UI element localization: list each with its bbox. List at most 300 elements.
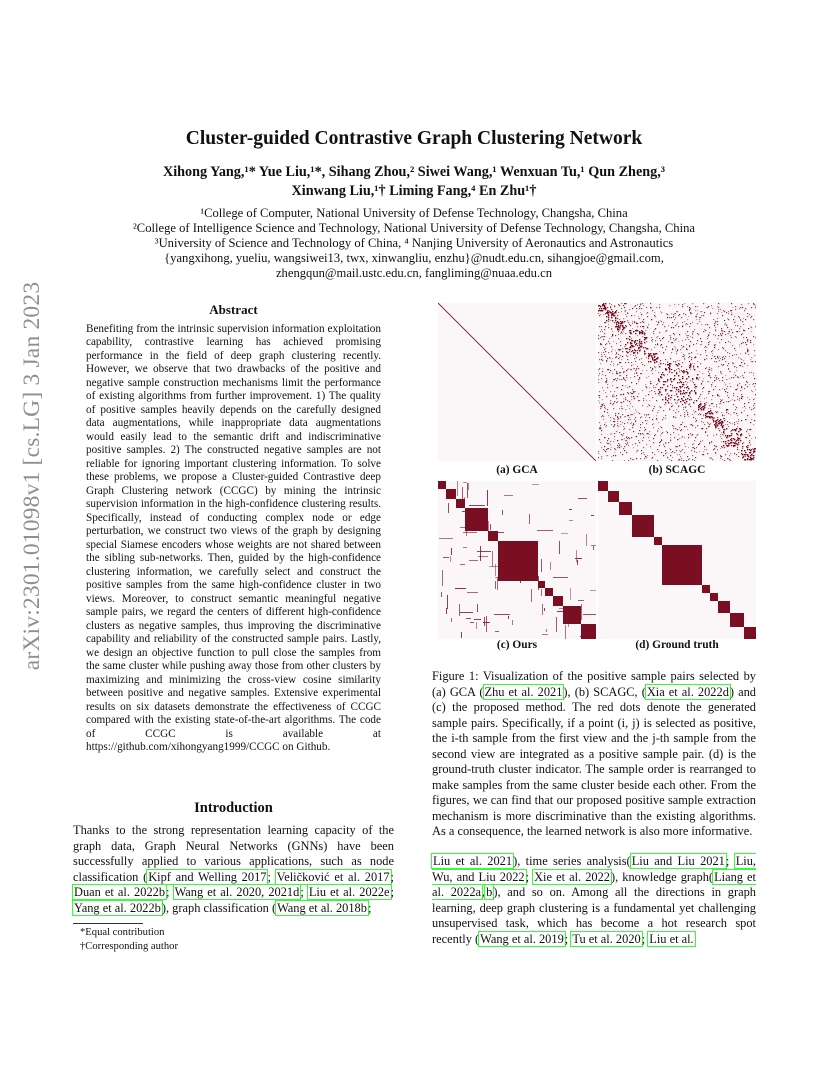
sample-pair-dot: [598, 338, 599, 339]
sample-pair-dot: [676, 338, 677, 339]
sample-pair-dot: [665, 450, 666, 451]
sample-pair-dot: [640, 304, 641, 305]
sample-pair-dot: [614, 452, 615, 453]
citation-link[interactable]: Xia et al. 2022d: [646, 684, 729, 699]
sample-pair-dot: [639, 342, 640, 343]
sample-pair-dot: [705, 324, 706, 325]
ground-truth-block: [744, 627, 756, 639]
sample-pair-stripe: [463, 547, 467, 548]
sample-pair-dot: [638, 393, 639, 394]
sample-pair-dot: [603, 419, 604, 420]
sample-pair-dot: [675, 317, 676, 318]
sample-pair-dot: [755, 337, 756, 338]
sample-pair-dot: [654, 359, 655, 360]
citation-link[interactable]: Wang et al. 2020, 2021d: [174, 885, 300, 899]
sample-pair-dot: [733, 395, 734, 396]
sample-pair-dot: [632, 389, 633, 390]
sample-pair-dot: [713, 319, 714, 320]
sample-pair-dot: [623, 372, 624, 373]
sample-pair-dot: [726, 428, 727, 429]
sample-pair-dot: [670, 399, 671, 400]
sample-pair-dot: [709, 443, 710, 444]
sample-pair-dot: [734, 366, 735, 367]
sample-pair-dot: [710, 313, 711, 314]
sample-pair-dot: [754, 403, 755, 404]
sample-pair-dot: [663, 374, 664, 375]
citation-link[interactable]: Liu et al. 2021: [433, 854, 513, 868]
sample-pair-dot: [652, 419, 653, 420]
sample-pair-dot: [699, 377, 700, 378]
sample-pair-dot: [680, 401, 681, 402]
sample-pair-dot: [678, 391, 679, 392]
sample-pair-stripe: [495, 577, 510, 578]
sample-pair-dot: [599, 402, 600, 403]
citation-link[interactable]: Kipf and Welling 2017: [148, 869, 267, 884]
sample-pair-dot: [751, 331, 752, 332]
sample-pair-dot: [640, 427, 641, 428]
sample-pair-dot: [716, 379, 717, 380]
citation-link[interactable]: Duan et al. 2022b: [74, 885, 166, 899]
sample-pair-dot: [604, 329, 605, 330]
sample-pair-dot: [659, 391, 660, 392]
sample-pair-stripe: [508, 616, 509, 619]
sample-pair-dot: [678, 375, 679, 376]
sample-pair-stripe: [448, 503, 449, 513]
sample-pair-dot: [621, 402, 622, 403]
sample-pair-dot: [606, 316, 607, 317]
sample-pair-dot: [684, 402, 685, 403]
sample-pair-dot: [709, 367, 710, 368]
sample-pair-dot: [727, 392, 728, 393]
sample-pair-dot: [631, 399, 632, 400]
sample-pair-dot: [723, 445, 724, 446]
sample-pair-stripe: [522, 580, 532, 581]
sample-pair-dot: [730, 453, 731, 454]
sample-pair-dot: [730, 335, 731, 336]
sample-pair-dot: [645, 456, 646, 457]
citation-link[interactable]: Yang et al. 2022b: [74, 900, 161, 915]
sample-pair-dot: [715, 335, 716, 336]
sample-pair-dot: [740, 353, 741, 354]
sample-pair-dot: [714, 356, 715, 357]
sample-pair-dot: [697, 333, 698, 334]
sample-pair-dot: [722, 330, 723, 331]
citation-link[interactable]: Zhu et al. 2021: [484, 684, 563, 699]
sample-pair-dot: [658, 372, 659, 373]
sample-pair-dot: [648, 414, 649, 415]
sample-pair-dot: [685, 407, 686, 408]
sample-pair-dot: [640, 312, 641, 313]
sample-pair-dot: [692, 447, 693, 448]
sample-pair-dot: [740, 326, 741, 327]
sample-pair-dot: [707, 422, 708, 423]
sample-pair-dot: [693, 365, 694, 366]
sample-pair-dot: [682, 376, 683, 377]
sample-pair-dot: [633, 447, 634, 448]
citation-link[interactable]: Veličković et al. 2017: [276, 869, 390, 884]
sample-pair-stripe: [541, 559, 542, 572]
sample-pair-dot: [604, 407, 605, 408]
sample-pair-dot: [624, 438, 625, 439]
sample-pair-dot: [661, 344, 662, 345]
sample-pair-dot: [742, 446, 743, 447]
sample-pair-dot: [614, 421, 615, 422]
sample-pair-stripe: [470, 622, 474, 623]
sample-pair-dot: [694, 440, 695, 441]
sample-pair-dot: [632, 321, 633, 322]
sample-pair-stripe: [569, 509, 572, 510]
sample-pair-dot: [701, 409, 702, 410]
citation-link[interactable]: Liu and Liu 2021: [631, 854, 725, 868]
sample-pair-dot: [698, 407, 699, 408]
sample-pair-dot: [601, 354, 602, 355]
sample-pair-dot: [662, 432, 663, 433]
sample-pair-dot: [700, 363, 701, 364]
sample-pair-dot: [688, 335, 689, 336]
sample-pair-dot: [699, 317, 700, 318]
sample-pair-dot: [636, 323, 637, 324]
sample-pair-dot: [640, 433, 641, 434]
sample-pair-dot: [657, 336, 658, 337]
sample-pair-dot: [659, 445, 660, 446]
sample-pair-dot: [602, 387, 603, 388]
sample-pair-stripe: [586, 534, 587, 546]
sample-pair-dot: [695, 386, 696, 387]
sample-pair-dot: [693, 417, 694, 418]
sample-pair-dot: [693, 402, 694, 403]
sample-pair-stripe: [502, 510, 503, 515]
sample-pair-dot: [700, 354, 701, 355]
sample-pair-dot: [707, 324, 708, 325]
sample-pair-dot: [711, 457, 712, 458]
sample-pair-dot: [639, 359, 640, 360]
sample-pair-dot: [754, 378, 755, 379]
sample-pair-dot: [728, 369, 729, 370]
sample-pair-dot: [701, 344, 702, 345]
sample-pair-dot: [712, 382, 713, 383]
sample-pair-dot: [631, 396, 632, 397]
sample-pair-dot: [651, 458, 652, 459]
sample-pair-dot: [617, 328, 618, 329]
sample-pair-dot: [643, 400, 644, 401]
sample-pair-dot: [624, 450, 625, 451]
sample-pair-dot: [706, 428, 707, 429]
sample-pair-dot: [655, 370, 656, 371]
sample-pair-dot: [721, 446, 722, 447]
sample-pair-stripe: [490, 524, 491, 530]
sample-pair-dot: [753, 303, 754, 304]
sample-pair-stripe: [561, 533, 568, 534]
sample-pair-dot: [658, 389, 659, 390]
sample-pair-dot: [705, 432, 706, 433]
sample-pair-dot: [610, 441, 611, 442]
sample-pair-dot: [612, 349, 613, 350]
authors-line-1: Xihong Yang,¹* Yue Liu,¹*, Sihang Zhou,² Siwei Wang,¹ Wenxuan Tu,¹ Qun Zheng,³: [162, 164, 666, 180]
sample-pair-dot: [599, 373, 600, 374]
sample-pair-dot: [702, 373, 703, 374]
sample-pair-dot: [707, 336, 708, 337]
sample-pair-dot: [741, 420, 742, 421]
sample-pair-dot: [686, 369, 687, 370]
sample-pair-dot: [640, 458, 641, 459]
sample-pair-dot: [670, 335, 671, 336]
sample-pair-dot: [744, 406, 745, 407]
sample-pair-dot: [717, 417, 718, 418]
sample-pair-dot: [711, 412, 712, 413]
sample-pair-dot: [703, 331, 704, 332]
sample-pair-dot: [731, 314, 732, 315]
sample-pair-dot: [745, 456, 746, 457]
sample-pair-dot: [690, 433, 691, 434]
sample-pair-stripe: [546, 629, 547, 632]
sample-pair-dot: [734, 372, 735, 373]
sample-pair-stripe: [495, 631, 499, 632]
sample-pair-dot: [598, 451, 599, 452]
sample-pair-dot: [612, 385, 613, 386]
sample-pair-dot: [667, 400, 668, 401]
citation-link[interactable]: Liu et al. 2022e: [308, 885, 390, 899]
sample-pair-dot: [656, 419, 657, 420]
sample-pair-dot: [750, 359, 751, 360]
sample-pair-stripe: [464, 497, 465, 501]
sample-pair-dot: [657, 324, 658, 325]
sample-pair-dot: [639, 344, 640, 345]
sample-pair-dot: [735, 409, 736, 410]
sample-pair-dot: [748, 433, 749, 434]
sample-pair-dot: [719, 423, 720, 424]
sample-pair-dot: [608, 321, 609, 322]
sample-pair-dot: [720, 419, 721, 420]
sample-pair-dot: [598, 310, 599, 311]
citation-link[interactable]: b: [486, 885, 493, 899]
sample-pair-dot: [746, 431, 747, 432]
sample-pair-dot: [607, 409, 608, 410]
sample-pair-dot: [644, 427, 645, 428]
sample-pair-dot: [630, 419, 631, 420]
citation-link[interactable]: Wang et al. 2018b: [277, 900, 367, 915]
sample-pair-dot: [749, 399, 750, 400]
citation-link[interactable]: Tu et al. 2020: [572, 931, 641, 946]
sample-pair-dot: [667, 457, 668, 458]
sample-pair-dot: [682, 378, 683, 379]
sample-pair-dot: [608, 443, 609, 444]
intro-text-a: Thanks to the strong representation learning capacity of the graph data, Graph Neural Networks (GNNs) have been successfully applied to various applications, such as node classification (: [73, 823, 394, 884]
sample-pair-dot: [679, 379, 680, 380]
sample-pair-dot: [667, 361, 668, 362]
sample-pair-dot: [738, 421, 739, 422]
sample-pair-dot: [746, 344, 747, 345]
sample-pair-dot: [709, 405, 710, 406]
sample-pair-dot: [658, 451, 659, 452]
ground-truth-block: [730, 613, 744, 627]
sample-pair-dot: [652, 452, 653, 453]
sample-pair-dot: [729, 455, 730, 456]
sample-pair-dot: [742, 307, 743, 308]
sample-pair-dot: [608, 315, 609, 316]
sample-pair-stripe: [463, 532, 477, 533]
sample-pair-dot: [650, 446, 651, 447]
sample-pair-dot: [728, 313, 729, 314]
sample-pair-dot: [751, 454, 752, 455]
sample-pair-dot: [742, 333, 743, 334]
sample-pair-dot: [614, 315, 615, 316]
sample-pair-dot: [628, 419, 629, 420]
sample-pair-dot: [683, 390, 684, 391]
sample-pair-dot: [725, 350, 726, 351]
sample-pair-dot: [735, 325, 736, 326]
sample-pair-dot: [745, 342, 746, 343]
sample-pair-dot: [738, 456, 739, 457]
sample-pair-dot: [646, 423, 647, 424]
sample-pair-dot: [738, 419, 739, 420]
sample-pair-dot: [622, 351, 623, 352]
sample-pair-dot: [599, 428, 600, 429]
sample-pair-dot: [623, 305, 624, 306]
sample-pair-dot: [601, 447, 602, 448]
sample-pair-dot: [727, 451, 728, 452]
sample-pair-dot: [684, 426, 685, 427]
sample-pair-dot: [651, 337, 652, 338]
sample-pair-dot: [632, 323, 633, 324]
sample-pair-dot: [663, 381, 664, 382]
sample-pair-stripe: [541, 589, 542, 596]
sample-pair-dot: [626, 326, 627, 327]
sample-pair-dot: [710, 408, 711, 409]
sample-pair-dot: [743, 456, 744, 457]
sample-pair-dot: [741, 387, 742, 388]
sample-pair-dot: [716, 377, 717, 378]
sample-pair-dot: [622, 325, 623, 326]
sample-pair-dot: [674, 375, 675, 376]
authors-line-2: Xinwang Liu,¹† Liming Fang,⁴ En Zhu¹†: [291, 183, 537, 199]
sample-pair-stripe: [495, 532, 504, 533]
sample-pair-dot: [739, 383, 740, 384]
sample-pair-dot: [674, 452, 675, 453]
sample-pair-dot: [695, 427, 696, 428]
citation-link[interactable]: Liu, Wu, and Liu 2022: [432, 854, 756, 884]
sample-pair-dot: [625, 409, 626, 410]
sample-pair-dot: [719, 389, 720, 390]
sample-pair-dot: [600, 363, 601, 364]
sample-pair-dot: [692, 322, 693, 323]
sample-pair-dot: [750, 457, 751, 458]
sample-pair-dot: [628, 322, 629, 323]
sample-pair-dot: [735, 375, 736, 376]
sample-pair-dot: [613, 408, 614, 409]
sample-pair-dot: [748, 303, 749, 304]
sample-pair-dot: [718, 335, 719, 336]
sample-pair-dot: [625, 344, 626, 345]
sample-pair-dot: [682, 306, 683, 307]
sample-pair-dot: [717, 411, 718, 412]
sample-pair-dot: [699, 319, 700, 320]
sample-pair-dot: [731, 337, 732, 338]
sample-pair-dot: [712, 355, 713, 356]
sample-pair-stripe: [466, 618, 471, 619]
sample-pair-dot: [722, 388, 723, 389]
sample-pair-dot: [613, 441, 614, 442]
sample-pair-dot: [615, 413, 616, 414]
sample-pair-dot: [706, 355, 707, 356]
abstract-text: Benefiting from the intrinsic supervision information exploitation capability, contrastive learning has achieved promising performance in the field of deep graph clustering recently. However, we observe that two drawbacks of the positive and negative sample construction mechanisms limit the performance of existing algorithms from further improvement. 1) The quality of positive samples heavily depends on the carefully designed data augmentations, while inappropriate data augmentations would easily lead to the semantic drift and indiscriminative positive samples. 2) The constructed negative samples are not reliable for ignoring important clustering information. To solve these problems, we propose a Cluster-guided Contrastive deep Graph Clustering network (CCGC) by mining the intrinsic supervision information in the high-confidence clustering results. Specifically, instead of conducting complex node or edge perturbation, we construct two views of the graph by designing special Siamese encoders whose weights are not shared between the sibling sub-networks. Then, guided by the high-confidence clustering information, we carefully select and construct the positive samples from the same high-confidence cluster in two views. Moreover, to construct semantic meaningful negative sample pairs, we regard the centers of different high-confidence clusters as negative samples, thus improving the discriminative capability and reliability of the constructed sample pairs. Lastly, we design an objective function to pull close the samples from the same cluster while pushing away those from other clusters by maximizing and minimizing the cross-view cosine similarity between positive and negative samples. Extensive experimental results on six datasets demonstrate the effectiveness of CCGC compared with the existing state-of-the-art algorithms. The code of CCGC is available at https://github.com/xihongyang1999/CCGC on Github.: [86, 323, 381, 754]
sample-pair-dot: [611, 361, 612, 362]
sample-pair-dot: [729, 329, 730, 330]
sample-pair-dot: [720, 458, 721, 459]
sample-pair-dot: [702, 391, 703, 392]
sample-pair-dot: [628, 437, 629, 438]
sample-pair-dot: [604, 446, 605, 447]
sample-pair-dot: [631, 340, 632, 341]
sample-pair-dot: [634, 315, 635, 316]
sample-pair-dot: [744, 363, 745, 364]
sample-pair-dot: [680, 456, 681, 457]
sample-pair-dot: [675, 428, 676, 429]
citation-link[interactable]: Xie et al. 2022: [534, 869, 610, 884]
sample-pair-dot: [661, 312, 662, 313]
sample-pair-dot: [627, 400, 628, 401]
sample-pair-dot: [616, 356, 617, 357]
sample-pair-dot: [627, 387, 628, 388]
sample-pair-dot: [632, 406, 633, 407]
sample-pair-dot: [737, 415, 738, 416]
sample-pair-dot: [598, 382, 599, 383]
sample-pair-dot: [618, 312, 619, 313]
sample-pair-dot: [662, 347, 663, 348]
sample-pair-dot: [673, 327, 674, 328]
sample-pair-dot: [724, 382, 725, 383]
sample-pair-dot: [739, 398, 740, 399]
sample-pair-dot: [659, 304, 660, 305]
citation-link[interactable]: Wang et al. 2019: [480, 931, 564, 946]
citation-link[interactable]: Liu et al.: [649, 931, 694, 946]
sample-pair-dot: [675, 402, 676, 403]
sample-pair-dot: [626, 370, 627, 371]
sample-pair-dot: [708, 408, 709, 409]
sample-pair-dot: [700, 394, 701, 395]
sample-pair-stripe: [467, 483, 468, 498]
citation-link[interactable]: Liang et al. 2022a: [432, 869, 756, 899]
sample-pair-dot: [606, 455, 607, 456]
sample-pair-dot: [719, 430, 720, 431]
sample-pair-dot: [617, 315, 618, 316]
sample-pair-dot: [662, 338, 663, 339]
sample-pair-dot: [666, 452, 667, 453]
sample-pair-dot: [685, 381, 686, 382]
sample-pair-dot: [642, 405, 643, 406]
sample-pair-dot: [695, 411, 696, 412]
sample-pair-dot: [601, 378, 602, 379]
sample-pair-dot: [670, 390, 671, 391]
sample-pair-dot: [678, 326, 679, 327]
sample-pair-dot: [611, 346, 612, 347]
sample-pair-dot: [612, 358, 613, 359]
sample-pair-dot: [637, 450, 638, 451]
sample-pair-dot: [707, 412, 708, 413]
sample-pair-dot: [625, 303, 626, 304]
sample-pair-dot: [649, 417, 650, 418]
sample-pair-dot: [673, 314, 674, 315]
sample-pair-dot: [709, 369, 710, 370]
sample-pair-dot: [640, 346, 641, 347]
sample-pair-dot: [667, 386, 668, 387]
sample-pair-dot: [629, 386, 630, 387]
sample-pair-dot: [724, 358, 725, 359]
sample-pair-dot: [697, 353, 698, 354]
sample-pair-dot: [653, 331, 654, 332]
sample-pair-stripe: [531, 589, 532, 602]
sample-pair-dot: [603, 347, 604, 348]
sample-pair-dot: [601, 310, 602, 311]
